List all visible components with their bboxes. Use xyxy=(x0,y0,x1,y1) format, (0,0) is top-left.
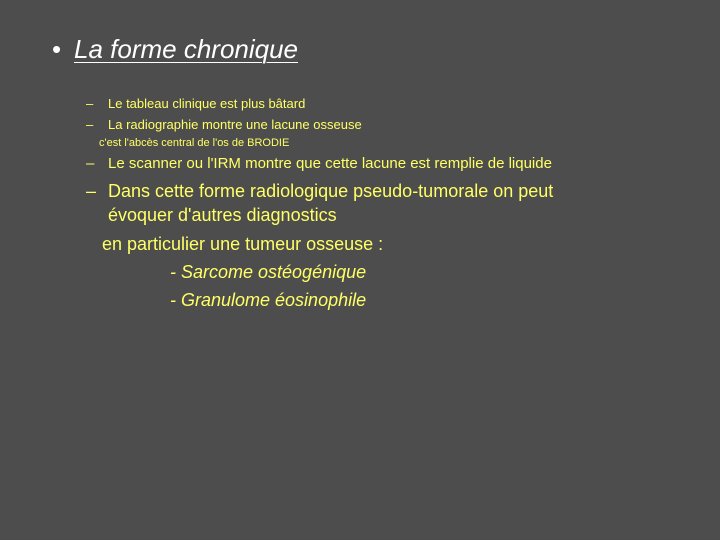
title-bullet: • xyxy=(52,34,62,64)
slide-title: La forme chronique xyxy=(74,34,299,64)
dash-marker: – xyxy=(86,117,94,132)
bullet-scanner xyxy=(86,155,552,172)
text-forme-line1: Dans cette forme radiologique pseudo-tumorale on peut xyxy=(108,181,554,201)
text-abces: c'est l'abcès central de l'os de BRODIE xyxy=(99,137,290,149)
dash-marker: – xyxy=(86,155,95,172)
text-sarcome: - Sarcome ostéogénique xyxy=(170,262,367,282)
slide-title-row xyxy=(52,34,298,65)
text-particulier: en particulier une tumeur osseuse : xyxy=(102,234,384,254)
text-radiographie: La radiographie montre une lacune osseuse xyxy=(108,117,362,132)
bullet-radiographie xyxy=(86,117,362,132)
dash-marker: – xyxy=(86,96,94,111)
text-tableau: Le tableau clinique est plus bâtard xyxy=(108,96,306,111)
bullet-tableau xyxy=(86,96,305,111)
text-forme-line2: évoquer d'autres diagnostics xyxy=(108,205,337,225)
text-scanner: Le scanner ou l'IRM montre que cette lacune est remplie de liquide xyxy=(108,155,552,172)
text-granulome: - Granulome éosinophile xyxy=(170,290,367,310)
bullet-forme xyxy=(86,181,553,202)
dash-marker: – xyxy=(86,181,97,201)
